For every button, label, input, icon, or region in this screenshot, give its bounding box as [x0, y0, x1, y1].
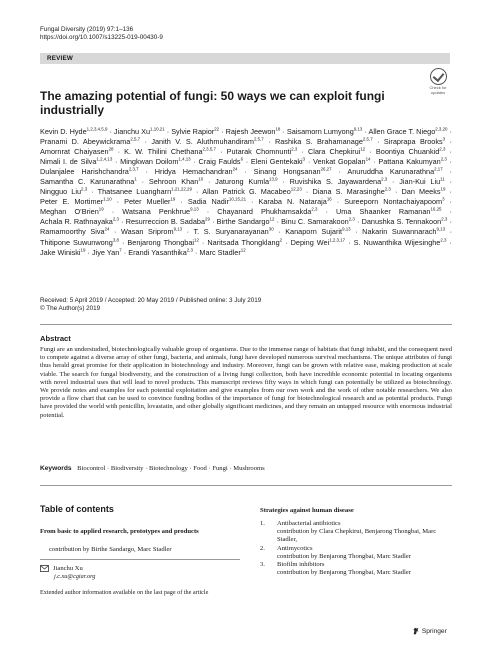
author-affiliation: 6 — [240, 156, 244, 162]
strategy-title: Antibacterial antibiotics — [277, 520, 341, 527]
author-name — [285, 227, 350, 236]
author-name — [313, 157, 371, 166]
author-name — [40, 127, 107, 136]
author-affiliation: 1,2,4,13 — [96, 156, 113, 162]
author-name-text: Samantha C. Karunarathna — [40, 177, 135, 187]
check-updates-label: Check for updates — [429, 85, 447, 95]
journal-header — [40, 26, 163, 42]
author-name-text: Chayanard Phukhamsakda — [217, 207, 312, 217]
author-affiliation: 2,3 — [381, 176, 388, 182]
author-affiliation: 2,3 — [348, 217, 355, 222]
author-affiliation: 2,3 — [384, 186, 391, 192]
author-name-text: Meghan O’Brien — [40, 207, 99, 217]
author-name — [251, 157, 305, 166]
author-name — [40, 248, 85, 257]
author-name-text: Uma Shaanker Ramanan — [336, 207, 431, 217]
author-affiliation: 2,5,7 — [130, 136, 141, 142]
author-name — [40, 187, 87, 196]
author-affiliation: 26,27 — [320, 166, 332, 172]
author-name — [124, 147, 216, 156]
strategy-item — [260, 545, 452, 553]
author-name — [202, 187, 302, 196]
author-affiliation: 1,4,13 — [178, 156, 191, 162]
author-name — [215, 177, 277, 186]
author-affiliation: 3 — [302, 156, 306, 162]
author-name — [347, 167, 442, 176]
strategy-number: 2. — [260, 544, 265, 552]
author-name-text: Dan Meeks — [401, 187, 441, 197]
author-name-text: Janith V. S. Aluthmuhandiram — [151, 137, 254, 147]
author-name-text: Sehroon Khan — [148, 177, 199, 187]
author-name — [291, 238, 345, 247]
author-affiliation: 24 — [104, 227, 110, 233]
author-affiliation: 11 — [440, 176, 445, 182]
author-name-text: Marc Stadler — [199, 247, 241, 257]
author-name-text: Kevin D. Hyde — [40, 127, 87, 136]
author-name-text: Saisamorn Lumyong — [286, 127, 354, 136]
author-name-text: Binu C. Samarakoon — [281, 217, 349, 227]
author-name — [384, 137, 445, 146]
author-name — [40, 147, 114, 156]
author-affiliation: 10,15,21 — [228, 196, 247, 202]
author-affiliation: 7 — [119, 247, 122, 253]
author-name — [40, 217, 119, 226]
strategy-number: 3. — [260, 561, 265, 569]
author-name-text: Allan Patrick G. Macabeo — [202, 187, 291, 197]
author-name-text: Watsana Penkhrue — [122, 207, 191, 217]
journal-line: Fungal Diversity (2019) 97:1–136 — [40, 26, 134, 33]
author-affiliation: 2,3,5,7 — [202, 146, 216, 152]
author-name — [40, 177, 137, 186]
publication-dates — [40, 297, 261, 313]
author-name — [114, 127, 165, 136]
author-affiliation: 12 — [269, 217, 275, 222]
author-affiliation: 3 — [442, 196, 445, 202]
author-name — [128, 248, 193, 257]
author-affiliation: 2,3,7 — [128, 166, 139, 172]
author-name — [40, 238, 119, 247]
doi-link[interactable]: https://doi.org/10.1007/s13225-019-00430-9 — [40, 34, 163, 41]
author-affiliation: 9,13 — [190, 206, 199, 212]
author-name — [126, 217, 210, 226]
keywords — [40, 465, 452, 472]
springer-horse-icon — [412, 627, 420, 635]
author-name-text: Eleni Gentekaki — [250, 157, 303, 167]
divider — [40, 559, 240, 560]
article-type-bar — [40, 53, 450, 64]
author-name — [40, 227, 109, 236]
author-name-text: Peter E. Mortimer — [40, 197, 104, 207]
author-name — [281, 217, 355, 226]
author-name-text: Sylvie Rapior — [171, 127, 215, 136]
author-name — [127, 238, 198, 247]
author-name-text: Nimali I. de Silva — [40, 157, 97, 167]
author-name-text: Jianchu Xu — [113, 127, 151, 136]
author-name-text: Clara Chepkirui — [307, 147, 361, 157]
author-name-text: Hridya Hemachandran — [154, 167, 233, 177]
strategy-title: Antimycotics — [277, 544, 313, 552]
author-name-text: Sadia Nadir — [187, 197, 229, 207]
author-name — [344, 197, 444, 206]
author-name-text: Danushka S. Tennakoon — [361, 217, 442, 227]
author-name-text: Putarak Chomnunti — [226, 147, 292, 157]
author-name — [290, 177, 388, 186]
author-affiliation: 16,25 — [430, 206, 442, 212]
author-name — [336, 207, 441, 216]
author-name-text: K. W. Thilini Chethana — [124, 147, 203, 157]
author-affiliation: 28 — [108, 146, 114, 152]
author-name — [98, 187, 192, 196]
author-name — [149, 177, 203, 186]
author-affiliation: 2,3 — [440, 237, 447, 243]
strategy-number: 1. — [260, 520, 265, 527]
author-name-text: Benjarong Thongbai — [127, 237, 195, 247]
author-name — [312, 187, 390, 196]
author-name-text: Kanaporn Sujarit — [285, 227, 343, 237]
author-name — [226, 127, 281, 136]
author-name-text: Deping Wei — [290, 237, 330, 247]
author-name — [199, 248, 245, 257]
author-name — [308, 147, 365, 156]
publisher-logo — [412, 627, 447, 635]
author-affiliation: 1,10 — [103, 196, 112, 202]
author-name-text: T. S. Suryanarayanan — [193, 227, 269, 237]
publisher-name: Springer — [421, 627, 447, 635]
author-affiliation: 2,3 — [439, 146, 446, 152]
toc-heading: Table of contents — [40, 504, 114, 514]
author-affiliation: 2,3 — [440, 156, 447, 162]
author-name — [40, 157, 112, 166]
author-name — [40, 137, 140, 146]
author-name-text: Resurreccion B. Sadaba — [125, 217, 206, 227]
author-info-note: Extended author information available on the last page of the article — [40, 589, 209, 596]
author-name — [122, 207, 198, 216]
toc-section-contrib: contribution by Birthe Sandargo, Marc Stadler — [49, 546, 172, 553]
author-affiliation: 12 — [240, 247, 246, 253]
author-affiliation: 9,13 — [173, 227, 183, 233]
author-affiliation: 2,3 — [112, 217, 119, 222]
author-affiliation: 1,2,3,17 — [329, 237, 346, 243]
author-affiliation: 2,17 — [434, 166, 443, 172]
author-affiliation: 9,13 — [353, 126, 363, 132]
author-name-text: Anuruddha Karunarathna — [347, 167, 435, 177]
article-type-label: REVIEW — [47, 54, 74, 62]
author-affiliation: 1,21,22,29 — [171, 186, 192, 192]
author-name — [124, 197, 175, 206]
author-name — [402, 187, 446, 196]
corresponding-email-link[interactable]: j.c.xu@cgiar.org — [54, 573, 96, 580]
author-name-text: Nakarin Suwannarach — [362, 227, 437, 237]
author-name-text: Pattana Kakumyan — [378, 157, 441, 167]
author-name — [362, 217, 448, 226]
envelope-icon — [40, 565, 49, 572]
author-affiliation: 1,10,21 — [150, 126, 165, 132]
author-affiliation: 10 — [198, 176, 204, 182]
divider — [40, 324, 452, 325]
keywords-list: Biocontrol · Biodiversity · Biotechnology · Food · Fungi · Mushrooms — [77, 465, 265, 472]
abstract-text: Fungi are an understudied, biotechnologically valuable group of organisms. Due to the immense range of habitats that fungi inhabit, and the consequent need to compete against a diverse array of other fungi, bacteria, and animals, fungi have developed numerous survival mechanisms. The unique attributes of fungi thus herald great promise for their application in biotechnology and industry. Moreover, fungi can be grown with relative ease, making production at scale viable. The search for fungal biodiversity, and the construction of a living fungi collection, both have incredible economic potential in locating organisms with novel industrial uses that will lead to novel products. This manuscript reviews fifty ways in which fungi can potentially be utilized as biotechnology. We provide notes and examples for each potential exploitation and give examples from our own work and the work of other notable researchers. We also provide a flow chart that can be used to convince funding bodies of the importance of fungi for biotechnological research and as potential products. Fungi have provided the world with penicillin, lovastatin, and other globally significant medicines, and they remain an untapped resource with enormous industrial potential. — [40, 346, 452, 419]
author-name — [287, 127, 362, 136]
author-name — [151, 137, 263, 146]
author-affiliation: 19 — [80, 247, 86, 253]
author-name-text: Sinang Hongsanan — [253, 167, 321, 177]
author-name-text: Mingkwan Doilom — [120, 157, 179, 167]
check-updates-icon — [430, 68, 447, 85]
author-name — [258, 197, 331, 206]
author-affiliation: 9,13 — [342, 227, 351, 233]
author-affiliation: 22 — [214, 126, 220, 132]
author-name-text: Rajesh Jeewon — [225, 127, 276, 136]
author-affiliation: 12,23 — [290, 186, 302, 192]
author-affiliation: 12 — [194, 237, 199, 243]
author-affiliation: 2,3 — [441, 217, 448, 222]
author-name-text: Naritsada Thongklang — [207, 237, 280, 247]
author-name-text: Ruvishika S. Jayawardena — [289, 177, 382, 187]
strategies-list — [260, 520, 452, 577]
author-affiliation: 24 — [232, 166, 238, 172]
author-name-text: Jiye Yan — [91, 247, 120, 257]
author-affiliation: 2,3 — [291, 146, 298, 152]
author-name-text: Allen Grace T. Niego — [368, 127, 436, 136]
author-affiliation: 2,3 — [186, 247, 193, 253]
author-affiliation: 19 — [440, 186, 446, 192]
keywords-label: Keywords — [40, 465, 72, 472]
copyright-line: © The Author(s) 2019 — [40, 305, 101, 312]
divider — [40, 485, 452, 486]
author-affiliation: 2,5,7 — [253, 136, 264, 142]
author-name-text: S. Nuwanthika Wijesinghe — [353, 237, 441, 247]
strategy-contrib: contribution by Clara Chepkirui, Benjarong Thongbai, Marc Stadler, — [277, 528, 437, 544]
author-affiliation: 29 — [205, 217, 210, 222]
author-name — [217, 217, 275, 226]
author-name — [376, 147, 445, 156]
author-affiliation: 2,3 — [81, 186, 88, 192]
author-name-text: Siraprapa Brooks — [383, 137, 443, 147]
strategies-heading: Strategies against human disease — [260, 507, 354, 514]
author-name-text: Jaturong Kumla — [215, 177, 270, 187]
author-affiliation: 2,3 — [311, 206, 318, 212]
author-name-text: Erandi Yasanthika — [128, 247, 187, 257]
author-name — [120, 157, 191, 166]
author-affiliation: 2,5,7 — [362, 136, 373, 142]
author-name — [121, 227, 182, 236]
author-name — [92, 248, 122, 257]
author-name — [217, 207, 317, 216]
author-name — [275, 137, 373, 146]
check-for-updates-button[interactable] — [426, 68, 450, 95]
author-name — [194, 227, 274, 236]
author-affiliation: 2 — [279, 237, 283, 243]
author-affiliation: 3 — [442, 136, 446, 142]
author-name-text: Wasan Sriprom — [121, 227, 174, 237]
abstract-heading: Abstract — [40, 334, 71, 343]
author-affiliation: 9,13 — [436, 227, 446, 233]
strategy-item — [260, 520, 452, 528]
author-name — [368, 127, 447, 136]
author-name-text: Karaba N. Nataraja — [258, 197, 327, 207]
author-name — [188, 197, 246, 206]
author-name-text: Boontiya Chuankid — [375, 147, 440, 157]
author-name — [40, 167, 139, 176]
author-name-text: Thatsanee Luangharn — [97, 187, 172, 197]
strategy-contrib: contribution by Benjarong Thongbai, Marc Stadler — [277, 569, 411, 577]
author-name — [378, 157, 446, 166]
author-name — [40, 207, 104, 216]
author-affiliation: 30 — [268, 227, 274, 233]
author-affiliation: 1,2,3,4,5,9 — [86, 126, 108, 132]
author-name — [254, 167, 332, 176]
corresponding-author-name: Jianchu Xu — [53, 565, 83, 573]
author-name — [40, 197, 112, 206]
author-affiliation: 19 — [170, 196, 176, 202]
author-name — [399, 177, 444, 186]
author-affiliation: 12 — [360, 146, 366, 152]
author-affiliation: 1 — [134, 176, 137, 182]
author-affiliation: 19 — [98, 206, 104, 212]
author-name-text: Pranami D. Abeywickrama — [40, 137, 131, 147]
author-name-text: Dulanjalee Harishchandra — [40, 167, 129, 177]
author-name-text: Thitipone Suwunwong — [40, 237, 113, 247]
author-name-text: Venkat Gopalan — [312, 157, 366, 167]
author-name — [171, 127, 219, 136]
author-name-text: Peter Mueller — [124, 197, 171, 207]
strategy-title: Biofilm inhibitors — [277, 561, 325, 569]
author-list: Kevin D. Hyde$^{1,2,3,4,5,9}$ · Jianchu Xu$^{1,10,21}$ · Sylvie Rapior$^{22}$ · Rajesh Jeewon$^{18}$ · Saisamorn Lumyong$^{9,13}$ · Allen Grace T. Niego$^{2,3,20}$ · Pranami D. Abeywickrama$^{2,5,7}$ · Janith V. S. Aluthmuhandiram$^{2,5,7}$ · Rashika S. Brahamanage$^{2,5,7}$ · Siraprapa Brooks$^3$ · Amornrat Chaiyasen$^{28}$ · K. W. Thilini Chethana$^{2,3,5,7}$ · Putarak Chomnunti$^{2,3}$ · Clara Chepkirui$^{12}$ · Boontiya Chuankid$^{2,3}$ · Nimali I. de Silva$^{1,2,4,13}$ · Mingkwan Doilom$^{1,4,13}$ · Craig Faulds$^6$ · Eleni Gentekaki$^3$ · Venkat Gopalan$^{14}$ · Pattana Kakumyan$^{2,3}$ · Dulanjalee Harishchandra$^{2,3,7}$ · Hridya Hemachandran$^{24}$ · Sinang Hongsanan$^{26,27}$ · Anuruddha Karunarathna$^{2,17}$ · Samantha C. Karunarathna$^1$ · Sehroon Khan$^{10}$ · Jaturong Kumla$^{13,9}$ · Ruvishika S. Jayawardena$^{2,3}$ · Jian-Kui Liu$^{11}$ · Ningguo Liu$^{2,3}$ · Thatsanee Luangharn$^{1,21,22,29}$ · Allan Patrick G. Macabeo$^{12,23}$ · Diana S. Marasinghe$^{2,3}$ · Dan Meeks$^{19}$ · Peter E. Mortimer$^{1,10}$ · Peter Mueller$^{19}$ · Sadia Nadir$^{10,15,21}$ · Karaba N. Nataraja$^{16}$ · Sureeporn Nontachaiyapoom$^3$ · Meghan O’Brien$^{19}$ · Watsana Penkhrue$^{9,13}$ · Chayanard Phukhamsakda$^{2,3}$ · Uma Shaanker Ramanan$^{16,25}$ · Achala R. Rathnayaka$^{2,3}$ · Resurreccion B. Sadaba$^{29}$ · Birthe Sandargo$^{12}$ · Binu C. Samarakoon$^{2,3}$ · Danushka S. Tennakoon$^{2,3}$ · Ramamoorthy Siva$^{24}$ · Wasan Sriprom$^{9,13}$ · T. S. Suryanarayanan$^{30}$ · Kanaporn Sujarit$^{9,13}$ · Nakarin Suwannarach$^{9,13}$ · Thitipone Suwunwong$^{3,8}$ · Benjarong Thongbai$^{12}$ · Naritsada Thongklang$^2$ · Deping Wei$^{1,2,3,17}$ · S. Nuwanthika Wijesinghe$^{2,3}$ · Jake Winiski$^{19}$ · Jiye Yan$^7$ · Erandi Yasanthika$^{2,3}$ · Marc Stadler$^{12}$ — [40, 126, 453, 257]
author-name-text: Jian-Kui Liu — [399, 177, 441, 187]
author-name-text: Rashika S. Brahamanage — [274, 137, 363, 147]
author-name-text: Diana S. Marasinghe — [312, 187, 385, 197]
author-affiliation: 16 — [326, 196, 332, 202]
author-name — [354, 238, 447, 247]
author-name — [155, 167, 238, 176]
dates-line: Received: 5 April 2019 / Accepted: 20 May 2019 / Published online: 3 July 2019 — [40, 297, 262, 304]
corresponding-author — [40, 565, 83, 573]
author-affiliation: 18 — [275, 126, 281, 132]
author-name — [362, 227, 445, 236]
article-title: The amazing potential of fungi: 50 ways we can exploit fungi industrially — [40, 89, 385, 117]
author-affiliation: 2,3,20 — [435, 126, 448, 132]
author-name-text: Amornrat Chaiyasen — [40, 147, 109, 157]
author-affiliation: 14 — [365, 156, 371, 162]
toc-section-title: From basic to applied research, prototypes and products — [40, 528, 199, 535]
author-name-text: Craig Faulds — [198, 157, 241, 167]
author-name-text: Birthe Sandargo — [216, 217, 270, 227]
strategy-item — [260, 561, 452, 569]
author-name — [199, 157, 244, 166]
author-affiliation: 13,9 — [269, 176, 278, 182]
author-name-text: Ningguo Liu — [40, 187, 82, 197]
strategy-contrib: contribution by Benjarong Thongbai, Marc Stadler — [277, 552, 411, 560]
author-name-text: Achala R. Rathnayaka — [40, 217, 113, 227]
author-affiliation: 3,8 — [112, 237, 119, 243]
author-name-text: Jake Winiski — [40, 247, 81, 257]
author-name — [207, 238, 282, 247]
author-name — [227, 147, 298, 156]
author-name-text: Ramamoorthy Siva — [40, 227, 105, 237]
author-name-text: Sureeporn Nontachaiyapoom — [344, 197, 443, 207]
